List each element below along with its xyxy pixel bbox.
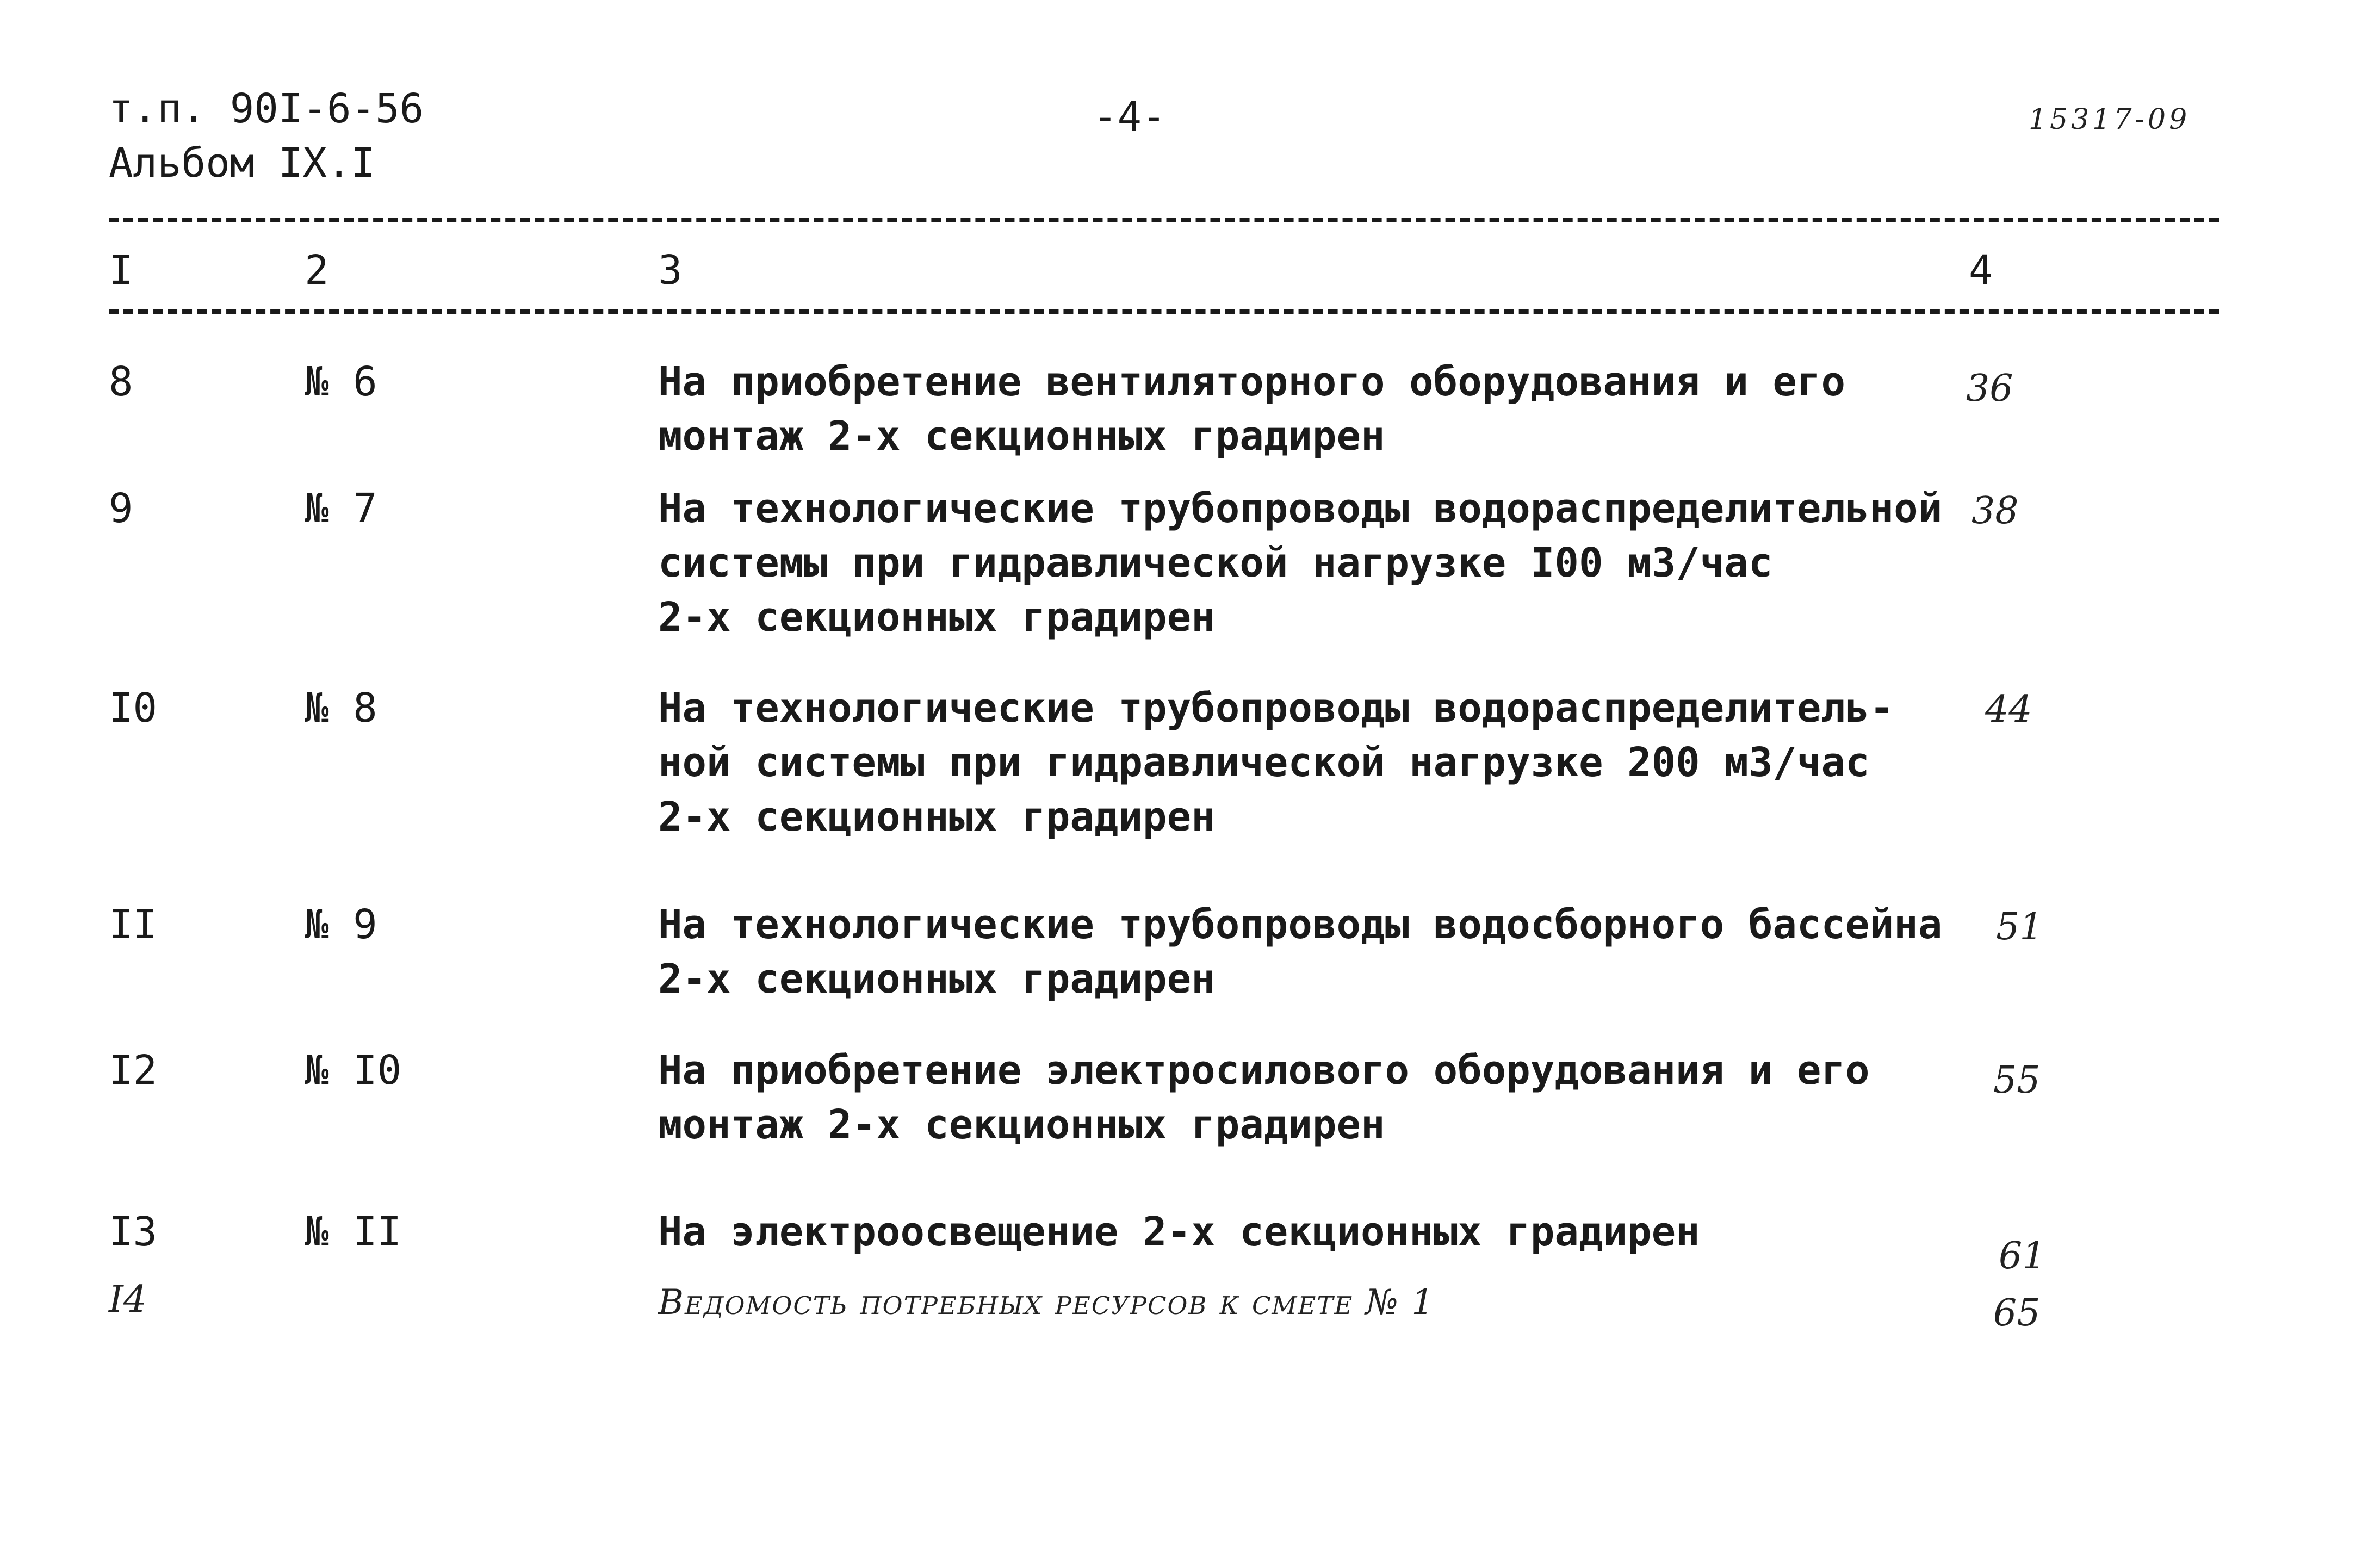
row-number: I3 <box>109 1208 158 1255</box>
row-number: I0 <box>109 685 158 732</box>
row-number: 8 <box>109 358 133 405</box>
row-description-line: ной системы при гидравлической нагрузке 200 м3/час <box>658 739 1870 786</box>
column-header-3: 3 <box>658 247 683 294</box>
row-description-line: монтаж 2-х секционных градирен <box>658 1101 1385 1148</box>
row-smeta: № 6 <box>305 358 377 405</box>
row-description-line: системы при гидравлической нагрузке I00 м3/час <box>658 540 1773 586</box>
row-description-line: монтаж 2-х секционных градирен <box>658 413 1385 460</box>
row-description <box>658 1205 1700 1259</box>
row-page-handwritten: 65 <box>1993 1292 2041 1335</box>
row-description-line: На электроосвещение 2-х секционных градирен <box>658 1208 1700 1255</box>
row-number: I2 <box>109 1047 158 1094</box>
album-label: Альбом IX.I <box>109 140 376 187</box>
row-number-handwritten: I4 <box>109 1278 147 1321</box>
header-rule-top <box>109 218 2219 222</box>
row-page: 61 <box>1999 1235 2046 1278</box>
column-header-4: 4 <box>1969 247 1993 294</box>
row-description-line: 2-х секционных градирен <box>658 956 1216 1002</box>
row-page: 51 <box>1996 906 2043 949</box>
row-page: 38 <box>1971 489 2019 532</box>
column-header-2: 2 <box>305 247 329 294</box>
row-description <box>658 1043 1870 1152</box>
row-page: 55 <box>1993 1059 2041 1102</box>
archive-stamp: 15317-09 <box>2029 103 2191 136</box>
row-smeta: № II <box>305 1208 402 1255</box>
row-description-line: На технологические трубопроводы водосборного бассейна <box>658 901 1943 948</box>
row-description-line: 2-х секционных градирен <box>658 594 1216 641</box>
row-description <box>658 481 1942 644</box>
row-description <box>658 681 1894 844</box>
column-header-1: I <box>109 247 133 294</box>
row-smeta: № I0 <box>305 1047 402 1094</box>
row-number: II <box>109 901 158 948</box>
row-number: 9 <box>109 485 133 532</box>
row-page: 36 <box>1966 367 2013 410</box>
row-description-line: На технологические трубопроводы водораспределитель- <box>658 685 1894 732</box>
row-description-line: На приобретение электросилового оборудования и его <box>658 1047 1870 1094</box>
row-description-line: На приобретение вентиляторного оборудования и его <box>658 358 1846 405</box>
doc-number: т.п. 90I-6-56 <box>109 85 424 132</box>
row-description-line: 2-х секционных градирен <box>658 794 1216 840</box>
header-rule-bottom <box>109 309 2219 314</box>
row-smeta: № 9 <box>305 901 377 948</box>
row-description-line: На технологические трубопроводы водораспределительной <box>658 485 1943 532</box>
row-smeta: № 7 <box>305 485 377 532</box>
row-page: 44 <box>1985 688 2032 731</box>
row-description <box>658 897 1942 1006</box>
page-number: -4- <box>1093 94 1166 140</box>
row-smeta: № 8 <box>305 685 377 732</box>
row-description-handwritten: Ведомость потребных ресурсов к смете № 1 <box>658 1282 1435 1323</box>
row-description <box>658 355 1845 463</box>
